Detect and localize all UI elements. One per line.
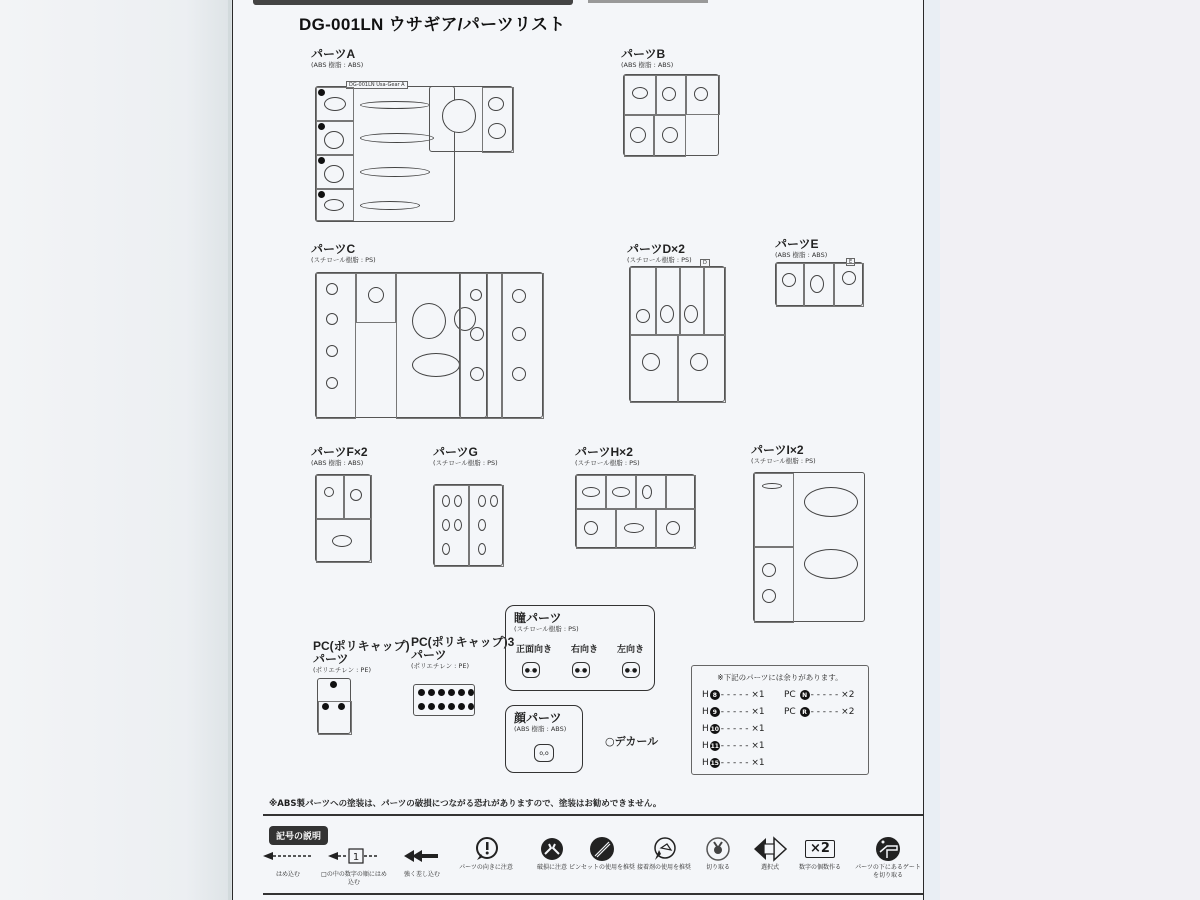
legend-item-orientation: パーツの向きに注意 <box>451 836 521 872</box>
extra-parts-title: ※下記のパーツには余りがあります。 <box>717 673 843 682</box>
svg-text:1: 1 <box>352 852 360 863</box>
manual-page <box>232 0 924 900</box>
runner-b <box>623 74 719 156</box>
legend-item-gate-cut: パーツの下にあるゲートを切り取る <box>853 836 923 880</box>
section-pc3-parts <box>411 636 514 671</box>
eye-option-front: 正面向き <box>516 645 553 655</box>
legend-item-select: 選択式 <box>735 836 805 872</box>
part-c-label: パーツC <box>311 242 356 256</box>
part-a-material: (ABS 樹脂 : ABS) <box>311 61 364 69</box>
runner-f <box>315 474 371 562</box>
pc-parts-label-2: パーツ <box>313 652 349 666</box>
eye-left-icon: ●.● <box>622 662 640 678</box>
extra-row-h11: H 11 - - - - - ×1 <box>702 741 765 751</box>
legend-item-breakage: 破損に注意 <box>517 836 587 872</box>
extra-row-h10: H 10 - - - - - ×1 <box>702 724 765 734</box>
runner-a-tag: DG-001LN Usa-Gear A <box>346 81 408 89</box>
eye-parts-label: 瞳パーツ <box>514 611 562 625</box>
pc3-parts-label-2: パーツ <box>411 648 447 662</box>
pc3-parts-material: (ポリエチレン : PE) <box>411 662 469 670</box>
runner-e-tag: E <box>846 258 855 266</box>
section-part-f <box>311 446 368 468</box>
part-i-label: パーツI×2 <box>751 443 804 457</box>
part-g-material: (スチロール樹脂 : PS) <box>433 459 498 467</box>
face-parts-material: (ABS 樹脂 : ABS) <box>514 725 567 733</box>
eye-option-left: 左向き <box>616 645 644 655</box>
arrow-numbered-icon <box>319 843 389 869</box>
part-f-material: (ABS 樹脂 : ABS) <box>311 459 364 467</box>
eye-right-icon: ●.● <box>572 662 590 678</box>
face-icon: o,o <box>534 744 554 762</box>
legend-title: 記号の説明 <box>269 826 328 845</box>
multiply-icon: ×2 <box>785 836 855 862</box>
eye-front-icon: ●.● <box>522 662 540 678</box>
runner-pc <box>317 678 351 734</box>
pc-parts-label-1: PC(ポリキャップ) <box>313 639 410 653</box>
pc3-parts-label-1: PC(ポリキャップ)3 <box>411 635 515 649</box>
extra-row-h9: H 9 - - - - - ×1 <box>702 707 765 717</box>
legend-item-multiply: ×2 数字の個数作る <box>785 836 855 872</box>
extra-row-pcn: PC N - - - - - ×2 <box>784 690 855 700</box>
part-g-label: パーツG <box>433 445 478 459</box>
decal-label: ○デカール <box>605 735 659 748</box>
eye-parts-box <box>505 605 655 691</box>
divider <box>263 814 923 816</box>
top-bar <box>253 0 573 5</box>
section-part-e <box>775 238 827 260</box>
part-h-material: (スチロール樹脂 : PS) <box>575 459 640 467</box>
top-bar-secondary <box>588 0 708 3</box>
legend-item-insert: はめ込む <box>253 843 323 879</box>
legend-item-numbered-insert: 1 □の中の数字の順にはめ込む <box>319 843 389 887</box>
background-right <box>940 0 1200 900</box>
part-b-label: パーツB <box>621 47 666 61</box>
runner-d <box>629 260 725 402</box>
face-parts-box <box>505 705 583 773</box>
paint-warning-note: ※ABS製パーツへの塗装は、パーツの破損につながる恐れがありますので、塗装はお勧めできません。 <box>269 799 662 809</box>
runner-a-right <box>429 86 513 152</box>
section-part-a <box>311 48 363 70</box>
part-a-label: パーツA <box>311 47 356 61</box>
background-left <box>0 0 232 900</box>
runner-e <box>775 259 863 306</box>
legend-item-push-firmly: 強く差し込む <box>387 843 457 879</box>
part-d-material: (スチロール樹脂 : PS) <box>627 256 692 264</box>
tweezers-icon <box>567 836 637 862</box>
eye-parts-material: (スチロール樹脂 : PS) <box>514 625 579 633</box>
section-part-g <box>433 446 498 468</box>
section-part-d <box>627 243 692 265</box>
legend-item-tweezers: ピンセットの使用を推奨 <box>567 836 637 872</box>
part-f-label: パーツF×2 <box>311 445 368 459</box>
part-h-label: パーツH×2 <box>575 445 633 459</box>
runner-d-tag: D <box>700 259 710 267</box>
legend-item-cut: 切り取る <box>683 836 753 872</box>
gate-cut-icon <box>853 836 923 862</box>
part-e-label: パーツE <box>775 237 819 251</box>
extra-parts-box <box>691 665 869 775</box>
page-edge-left <box>228 0 231 900</box>
section-part-h <box>575 446 640 468</box>
arrow-dashed-icon <box>253 843 323 869</box>
pc-parts-material: (ポリエチレン : PE) <box>313 666 371 674</box>
runner-g <box>433 484 503 566</box>
part-c-material: (スチロール樹脂 : PS) <box>311 256 376 264</box>
extra-row-h8: H 8 - - - - - ×1 <box>702 690 765 700</box>
eye-option-right: 右向き <box>570 645 598 655</box>
runner-c-right <box>459 272 543 418</box>
extra-row-pcr: PC R - - - - - ×2 <box>784 707 855 717</box>
section-part-b <box>621 48 673 70</box>
section-pc-parts <box>313 640 410 675</box>
bottom-border <box>263 893 923 895</box>
face-parts-label: 顔パーツ <box>514 711 562 725</box>
extra-row-h15: H 15 - - - - - ×1 <box>702 758 765 768</box>
part-e-material: (ABS 樹脂 : ABS) <box>775 251 828 259</box>
double-arrow-icon <box>387 843 457 869</box>
section-part-c <box>311 243 376 265</box>
part-i-material: (スチロール樹脂 : PS) <box>751 457 816 465</box>
exclamation-bubble-icon <box>451 836 521 862</box>
page-title: DG-001LN ウサギア/パーツリスト <box>299 15 566 34</box>
part-d-label: パーツD×2 <box>627 242 685 256</box>
runner-pc3 <box>413 684 475 716</box>
runner-i <box>753 472 865 622</box>
section-part-i <box>751 444 816 466</box>
legend-item-glue: 接着剤の使用を推奨 <box>629 836 699 872</box>
runner-h <box>575 474 695 548</box>
part-b-material: (ABS 樹脂 : ABS) <box>621 61 674 69</box>
